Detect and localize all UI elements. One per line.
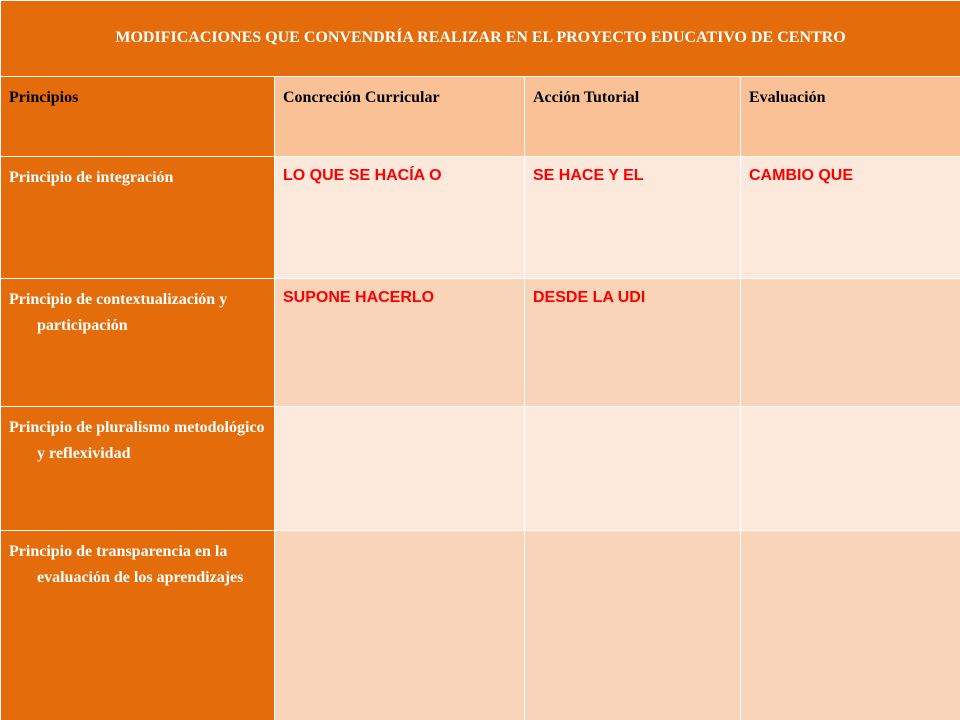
header-concrecion-curricular: Concreción Curricular <box>275 77 525 157</box>
table-row <box>1 279 960 407</box>
table-row <box>1 407 960 531</box>
principle-contextualizacion: Principio de contextualización y participación <box>1 279 275 407</box>
title-row <box>1 1 960 77</box>
header-principios: Principios <box>1 77 275 157</box>
table-row <box>1 157 960 279</box>
cell-accion <box>525 407 741 531</box>
header-accion-tutorial: Acción Tutorial <box>525 77 741 157</box>
principle-integracion: Principio de integración <box>1 157 275 279</box>
principle-pluralismo: Principio de pluralismo metodológico y reflexividad <box>1 407 275 531</box>
cell-evaluacion <box>741 531 960 720</box>
table-title: MODIFICACIONES QUE CONVENDRÍA REALIZAR EN EL PROYECTO EDUCATIVO DE CENTRO <box>1 1 960 77</box>
cell-accion: DESDE LA UDI <box>525 279 741 407</box>
header-row <box>1 77 960 157</box>
principle-transparencia: Principio de transparencia en la evaluación de los aprendizajes <box>1 531 275 720</box>
table-row <box>1 531 960 720</box>
cell-evaluacion <box>741 279 960 407</box>
cell-concrecion <box>275 531 525 720</box>
cell-concrecion <box>275 407 525 531</box>
cell-concrecion: SUPONE HACERLO <box>275 279 525 407</box>
cell-concrecion: LO QUE SE HACÍA O <box>275 157 525 279</box>
cell-evaluacion <box>741 407 960 531</box>
cell-evaluacion: CAMBIO QUE <box>741 157 960 279</box>
cell-accion <box>525 531 741 720</box>
header-evaluacion: Evaluación <box>741 77 960 157</box>
cell-accion: SE HACE Y EL <box>525 157 741 279</box>
